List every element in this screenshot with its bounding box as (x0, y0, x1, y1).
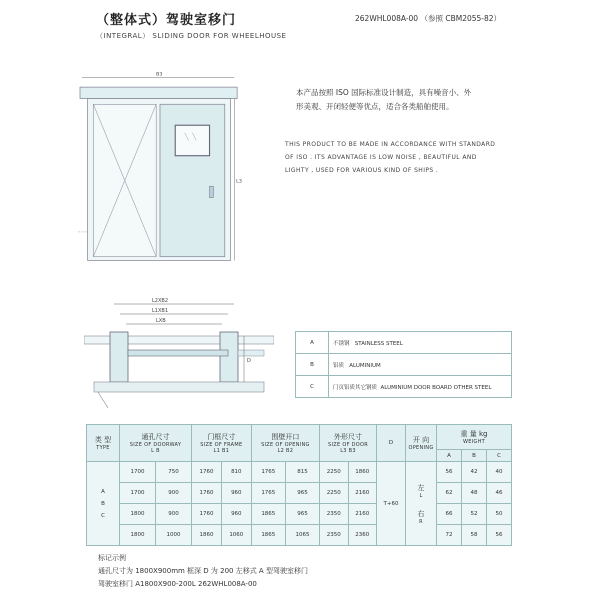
marking-example (98, 552, 308, 591)
col-frame: 门框尺寸 SIZE OF FRAME L1 B1 (192, 425, 252, 462)
cell-b3: 2360 (348, 525, 377, 546)
col-weight-b: B (462, 450, 487, 462)
col-opening: 围壁开口 SIZE OF OPENING L2 B2 (251, 425, 319, 462)
top-track (80, 87, 237, 98)
description-en-line: LIGHTY , USED FOR VARIOUS KIND OF SHIPS . (285, 167, 439, 174)
title-cn: （整体式）驾驶室移门 (96, 13, 237, 28)
cell-l3: 2350 (320, 504, 348, 525)
notes-line: 驾驶室移门 A1800X900-200L 262WHL008A-00 (98, 580, 257, 588)
dim-l3-label: L3 (236, 179, 242, 185)
cell-b3: 1860 (348, 462, 377, 483)
table-row (87, 462, 512, 483)
dim-l2b2-label: L2XB2 (152, 298, 169, 304)
type-cell: A B C (87, 462, 120, 546)
cell-l2: 1865 (251, 504, 285, 525)
cell-weight-c: 50 (487, 504, 512, 525)
cell-l: 1800 (120, 504, 156, 525)
cell-l2: 1865 (251, 525, 285, 546)
cell-l2: 1765 (251, 483, 285, 504)
cell-weight-a: 72 (437, 525, 462, 546)
cell-b2: 1065 (285, 525, 319, 546)
table-row (87, 504, 512, 525)
materials-table (295, 331, 512, 398)
cell-l1: 1760 (192, 504, 222, 525)
floor-detail (98, 392, 108, 408)
material-name: 不锈钢 STAINLESS STEEL (329, 332, 512, 354)
col-weight-c: C (487, 450, 512, 462)
door-elevation-drawing (74, 70, 246, 270)
left-jamb (110, 332, 128, 382)
description-en-line: OF ISO . ITS ADVANTAGE IS LOW NOISE , BEAUTIFUL AND (285, 154, 477, 161)
dim-d-label: D (247, 358, 251, 364)
cell-l1: 1860 (192, 525, 222, 546)
dim-lxb-label: LXB (156, 318, 166, 324)
door-leaf-section (128, 350, 228, 356)
material-key: B (296, 354, 329, 376)
cell-l1: 1760 (192, 483, 222, 504)
cell-l2: 1765 (251, 462, 285, 483)
cell-b: 900 (156, 504, 192, 525)
description-en (285, 138, 525, 177)
col-doorway: 通孔尺寸 SIZE OF DOORWAY L B (120, 425, 192, 462)
cell-l3: 2250 (320, 462, 348, 483)
cell-d: T+60 (377, 462, 406, 546)
table-header-row (87, 425, 512, 450)
title-en: （INTEGRAL） SLIDING DOOR FOR WHEELHOUSE (96, 32, 287, 40)
table-row (87, 525, 512, 546)
col-type: 类 型 TYPE (87, 425, 120, 462)
description-en-line: THIS PRODUCT TO BE MADE IN ACCORDANCE WITH STANDARD (285, 141, 496, 148)
floor-section (94, 382, 264, 392)
col-d: D (377, 425, 406, 462)
cell-weight-b: 48 (462, 483, 487, 504)
material-key: A (296, 332, 329, 354)
table-row (87, 483, 512, 504)
cell-l3: 2250 (320, 483, 348, 504)
cell-weight-b: 52 (462, 504, 487, 525)
cell-b2: 965 (285, 483, 319, 504)
cell-weight-a: 66 (437, 504, 462, 525)
cell-weight-c: 56 (487, 525, 512, 546)
cell-weight-b: 42 (462, 462, 487, 483)
material-name: 门页铝质其它钢质 ALUMINIUM DOOR BOARD OTHER STEEL (329, 376, 512, 398)
material-name: 铝质 ALUMINIUM (329, 354, 512, 376)
cell-b3: 2160 (348, 483, 377, 504)
description-cn (290, 86, 520, 114)
specification-table (86, 424, 512, 546)
dim-b3-label: B3 (156, 72, 163, 78)
table-row (296, 354, 512, 376)
cell-weight-c: 46 (487, 483, 512, 504)
description-cn-line: 形美观、开闭轻便等优点，适合各类船舶使用。 (296, 102, 454, 111)
document-code: 262WHL008A-00 （参照 CBM2055-82） (355, 14, 502, 23)
col-weight: 重 量 kg WEIGHT (437, 425, 512, 450)
cell-b1: 1060 (221, 525, 251, 546)
track-section (238, 350, 264, 356)
cell-b1: 810 (221, 462, 251, 483)
cell-b: 750 (156, 462, 192, 483)
cell-b2: 815 (285, 462, 319, 483)
cell-b2: 965 (285, 504, 319, 525)
cell-b1: 960 (221, 483, 251, 504)
notes-line: 通孔尺寸为 1800X900mm 框深 D 为 200 左移式 A 型驾驶室移门 (98, 567, 308, 575)
cell-weight-a: 56 (437, 462, 462, 483)
door-window (175, 125, 209, 155)
table-row (296, 332, 512, 354)
cell-weight-a: 62 (437, 483, 462, 504)
cell-l3: 2350 (320, 525, 348, 546)
door-handle-icon (210, 186, 214, 197)
col-door: 外形尺寸 SIZE OF DOOR L3 B3 (320, 425, 377, 462)
description-cn-line: 本产品按照 ISO 国际标准设计制造，具有噪音小、外 (296, 88, 472, 97)
cell-weight-b: 58 (462, 525, 487, 546)
col-weight-a: A (437, 450, 462, 462)
right-jamb (220, 332, 238, 382)
col-direction: 开 向 OPENING (406, 425, 437, 462)
cell-l: 1800 (120, 525, 156, 546)
cell-l: 1700 (120, 483, 156, 504)
notes-heading: 标记示例 (98, 554, 126, 562)
dim-l1b1-label: L1XB1 (152, 308, 169, 314)
cell-b3: 2160 (348, 504, 377, 525)
table-row (296, 376, 512, 398)
door-section-drawing (84, 296, 274, 414)
cell-weight-c: 40 (487, 462, 512, 483)
cell-b: 900 (156, 483, 192, 504)
cell-l: 1700 (120, 462, 156, 483)
material-key: C (296, 376, 329, 398)
cell-l1: 1760 (192, 462, 222, 483)
cell-b1: 960 (221, 504, 251, 525)
cell-b: 1000 (156, 525, 192, 546)
cell-direction: 左 L 右 R (406, 462, 437, 546)
